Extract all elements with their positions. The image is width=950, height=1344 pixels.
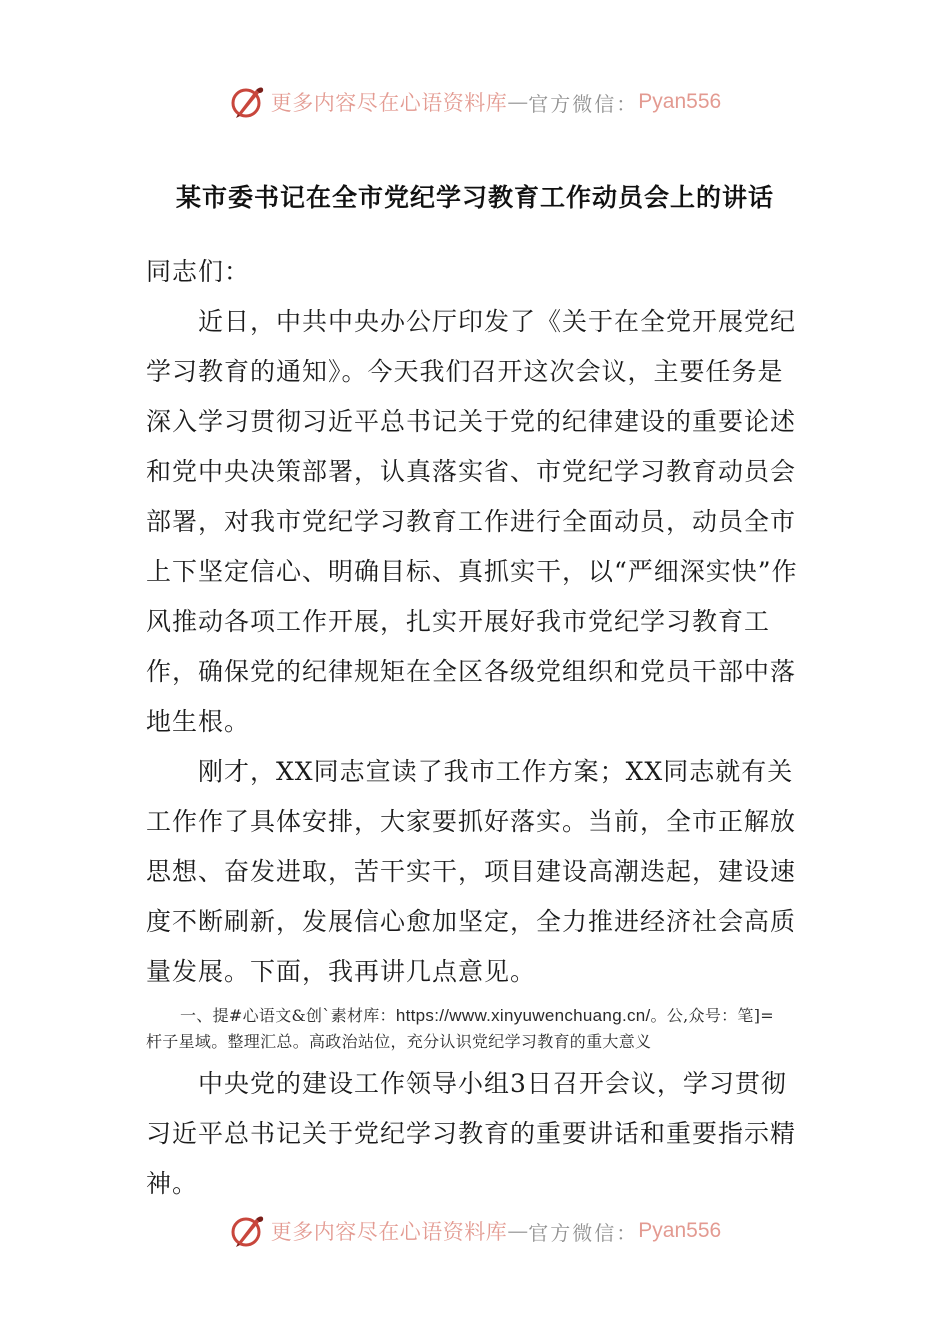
section-note-prefix: 一、提#心语文&创`素材库： [180,1006,396,1025]
paragraph: 中央党的建设工作领导小组3日召开会议，学习贯彻习近平总书记关于党纪学习教育的重要讲话和重要指示精神。 [146,1069,797,1198]
quill-logo-icon [229,84,265,120]
section-heading-note [146,1003,786,1055]
banner-text: 更多内容尽在心语资料库 [270,1220,508,1244]
header-banner [0,80,950,124]
banner-text: 更多内容尽在心语资料库 [270,91,508,115]
banner-dash: — [507,1219,529,1243]
banner-wechat-label: 官方微信： [528,91,639,116]
footer-banner [0,1209,950,1253]
paragraph: 刚才，XX同志宣读了我市工作方案；XX同志就有关工作作了具体安排，大家要抓好落实。当前，全市正解放思想、奋发进取，苦干实干，项目建设高潮迭起，建设速度不断刷新，发展信心愈加坚定，全力推进经济社会高质量发展。下面，我再讲几点意见。 [146,757,797,986]
document-body [146,247,806,1209]
greeting: 同志们： [146,257,251,286]
paragraph: 近日，中共中央办公厅印发了《关于在全党开展党纪学习教育的通知》。今天我们召开这次会议，主要任务是深入学习贯彻习近平总书记关于党的纪律建设的重要论述和党中央决策部署，认真落实省、市党纪学习教育动员会部署，对我市党纪学习教育工作进行全面动员，动员全市上下坚定信心、明确目标、真抓实干，以“严细深实快”作风推动各项工作开展，扎实开展好我市党纪学习教育工作，确保党的纪律规矩在全区各级党组织和党员干部中落地生根。 [146,307,798,736]
quill-logo-icon [229,1213,265,1249]
document-title: 某市委书记在全市党纪学习教育工作动员会上的讲话 [175,183,774,212]
banner-dash: — [507,90,529,114]
section-note-url[interactable]: https://www.xinyuwenchuang.cn/ [395,1006,651,1025]
banner-wechat-id: Pyan556 [638,1219,722,1242]
section-note-suffix: 。公,众号：笔]=杆子星域。整理汇总。高政治站位，充分认识党纪学习教育的重大意义 [146,1006,774,1051]
banner-wechat-id: Pyan556 [638,90,722,113]
banner-wechat-label: 官方微信： [528,1220,639,1245]
